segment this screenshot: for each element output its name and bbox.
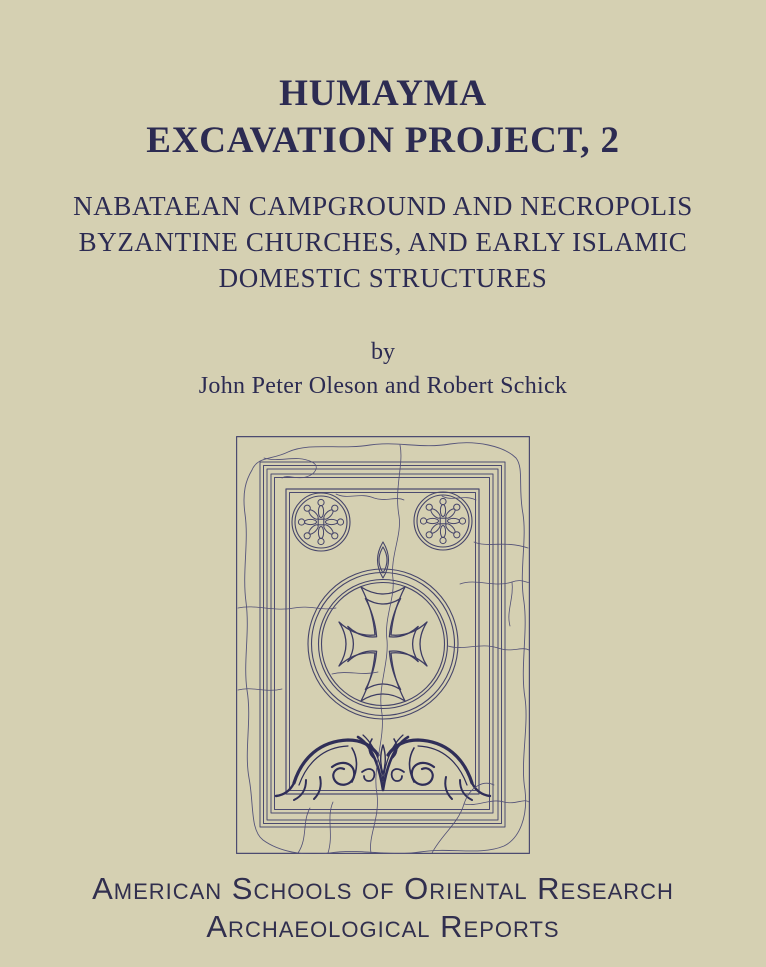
publisher-line-1: American Schools of Oriental Research: [92, 871, 674, 906]
title-line-2: EXCAVATION PROJECT, 2: [146, 120, 620, 161]
subtitle-line-1: NABATAEAN CAMPGROUND AND NECROPOLIS: [73, 191, 693, 221]
title-block: [146, 70, 620, 164]
rosette-right: [414, 492, 472, 550]
authors-line: John Peter Oleson and Robert Schick: [198, 373, 568, 399]
medallion: [308, 569, 458, 719]
rosette-left: [292, 493, 350, 551]
publisher-block: [92, 870, 674, 946]
palmette: [358, 735, 408, 790]
cover-illustration: [236, 436, 530, 854]
maltese-cross: [339, 587, 427, 701]
subtitle-line-3: DOMESTIC STRUCTURES: [218, 263, 548, 293]
byline-prefix: by: [371, 339, 395, 365]
subtitle-block: [73, 188, 693, 296]
publisher-line-2: Archaeological Reports: [206, 909, 560, 944]
stone-panel-drawing: [236, 436, 530, 854]
crack-lines: [238, 445, 529, 853]
subtitle-line-2: BYZANTINE CHURCHES, AND EARLY ISLAMIC: [78, 227, 688, 257]
title-line-1: HUMAYMA: [279, 73, 487, 114]
